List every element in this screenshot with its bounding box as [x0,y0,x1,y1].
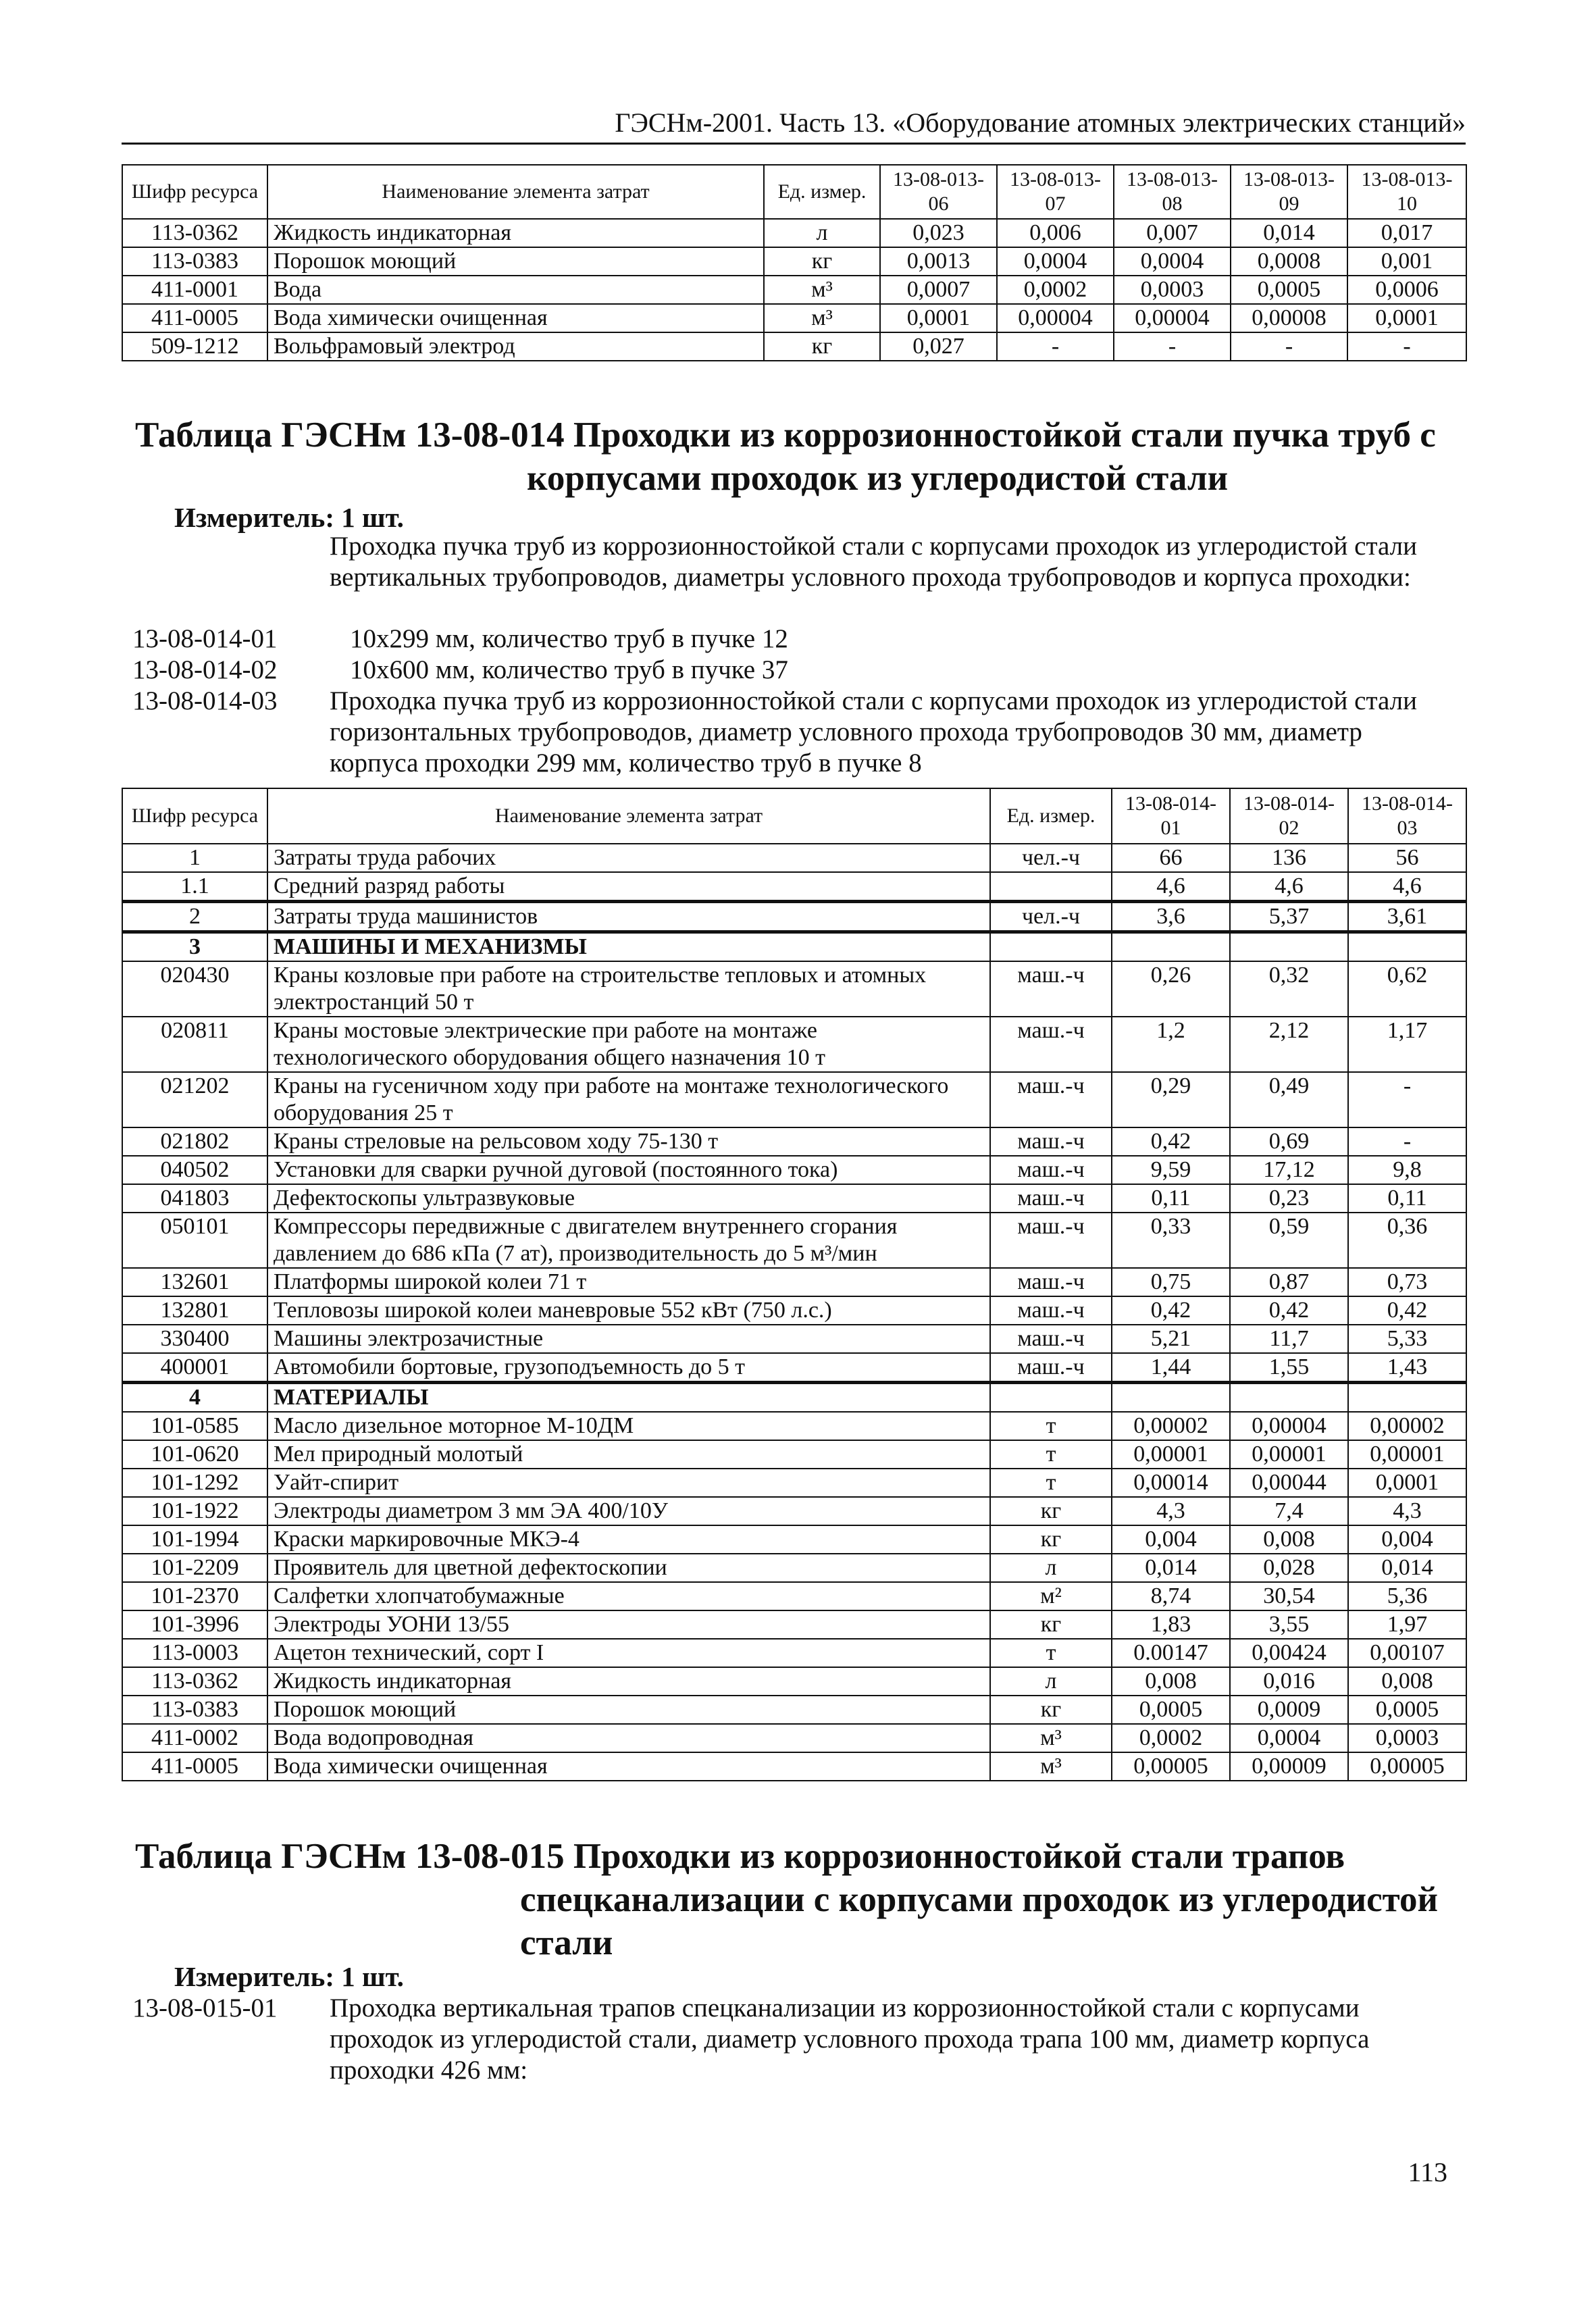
unit-cell: м² [990,1582,1112,1610]
unit-cell: т [990,1412,1112,1440]
table-row [122,1213,1466,1268]
resource-code-cell: 509-1212 [122,332,267,361]
norm-value-cell: 0,49 [1230,1072,1348,1127]
norm-value-cell: 0,00001 [1348,1440,1466,1469]
header-resource-code: Шифр ресурса [122,165,267,219]
cost-name-cell: Затраты труда машинистов [267,902,990,932]
header-unit: Ед. измер. [990,788,1112,844]
cost-name-cell: Установки для сварки ручной дуговой (постоянного тока) [267,1156,990,1184]
cost-name-cell: Краны на гусеничном ходу при работе на монтаже технологического оборудования 25 т [267,1072,990,1127]
cost-name-cell: Дефектоскопы ультразвуковые [267,1184,990,1213]
resource-code-cell: 020811 [122,1017,267,1072]
cost-name-cell: Мел природный молотый [267,1440,990,1469]
norm-value-cell: 0,00044 [1230,1469,1348,1497]
norm-value-cell: 0,008 [1230,1525,1348,1554]
unit-cell: кг [764,247,880,276]
norm-value-cell: 0,008 [1348,1667,1466,1696]
norm-value-cell: 8,74 [1112,1582,1230,1610]
norm-value-cell: 0,36 [1348,1213,1466,1268]
norm-value-cell: 0,0007 [880,276,997,304]
unit-cell: м³ [990,1752,1112,1781]
norm-value-cell: 0,00009 [1230,1752,1348,1781]
unit-cell [990,1383,1112,1413]
header-cost-name: Наименование элемента затрат [267,165,764,219]
unit-cell: м³ [764,276,880,304]
unit-cell: кг [990,1525,1112,1554]
norm-description: 10х299 мм, количество труб в пучке 12 [350,624,788,653]
norm-value-cell: - [1348,1072,1466,1127]
cost-name-cell: Краски маркировочные МКЭ-4 [267,1525,990,1554]
cost-name-cell: Машины электрозачистные [267,1325,990,1353]
norm-value-cell: 66 [1112,844,1230,872]
resource-code-cell: 101-2209 [122,1554,267,1582]
table-row [122,1412,1466,1440]
norm-value-cell: 9,59 [1112,1156,1230,1184]
table-row [122,1525,1466,1554]
cost-name-cell: Жидкость индикаторная [267,1667,990,1696]
norm-value-cell: 1,43 [1348,1353,1466,1383]
header-resource-code: Шифр ресурса [122,788,267,844]
norm-value-cell: 0,42 [1112,1127,1230,1156]
unit-cell: маш.-ч [990,1353,1112,1383]
norm-value-cell: 0.00147 [1112,1639,1230,1667]
norm-value-cell: 5,21 [1112,1325,1230,1353]
cost-name-cell: Вольфрамовый электрод [267,332,764,361]
norm-value-cell: 0,23 [1230,1184,1348,1213]
unit-cell: м³ [990,1724,1112,1752]
norm-value-cell: 0,001 [1347,247,1466,276]
resource-code-cell: 3 [122,932,267,962]
norm-value-cell: - [1231,332,1347,361]
norm-value-cell: 7,4 [1230,1497,1348,1525]
resource-code-cell: 330400 [122,1325,267,1353]
resource-code-cell: 101-3996 [122,1610,267,1639]
unit-cell: м³ [764,304,880,332]
table-row [122,872,1466,902]
norm-value-cell: 0,42 [1348,1296,1466,1325]
norm-value-cell: 0,004 [1112,1525,1230,1554]
norm-value-cell: - [1347,332,1466,361]
cost-name-cell: Средний разряд работы [267,872,990,902]
resource-code-cell: 411-0005 [122,304,267,332]
norm-value-cell: 0,004 [1348,1525,1466,1554]
resource-code-cell: 132601 [122,1268,267,1296]
norm-value-cell: 0,00005 [1112,1752,1230,1781]
norm-value-cell: 0,0003 [1348,1724,1466,1752]
norm-value-cell: 0,29 [1112,1072,1230,1127]
unit-cell: маш.-ч [990,1184,1112,1213]
norm-value-cell: 0,017 [1347,219,1466,247]
table-row [122,247,1466,276]
unit-cell: маш.-ч [990,1072,1112,1127]
table-row [122,332,1466,361]
norm-value-cell: 0,00014 [1112,1469,1230,1497]
unit-cell: маш.-ч [990,1268,1112,1296]
resource-code-cell: 113-0362 [122,1667,267,1696]
norm-value-cell: 0,014 [1348,1554,1466,1582]
norm-value-cell: 0,32 [1230,961,1348,1017]
table-row [122,1296,1466,1325]
norm-value-cell: 0,33 [1112,1213,1230,1268]
norm-value-cell: 0,00004 [1114,304,1231,332]
norm-value-cell [1112,1383,1230,1413]
cost-name-cell: Проявитель для цветной дефектоскопии [267,1554,990,1582]
unit-cell: маш.-ч [990,1156,1112,1184]
norm-value-cell: 0,62 [1348,961,1466,1017]
resource-code-cell: 021802 [122,1127,267,1156]
norm-value-cell [1112,932,1230,962]
table-title-014 [135,413,1459,500]
resource-code-cell: 101-1994 [122,1525,267,1554]
table-row [122,902,1466,932]
norm-value-cell: 0,014 [1231,219,1347,247]
table-row [122,1610,1466,1639]
cost-name-cell: Краны стреловые на рельсовом ходу 75-130 т [267,1127,990,1156]
unit-cell: л [990,1667,1112,1696]
norm-value-cell: 5,33 [1348,1325,1466,1353]
norm-value-cell: 0,42 [1230,1296,1348,1325]
norm-value-cell: 3,55 [1230,1610,1348,1639]
norm-value-cell: 11,7 [1230,1325,1348,1353]
norm-value-cell: 0,0002 [1112,1724,1230,1752]
norm-value-cell: 0,0005 [1112,1696,1230,1724]
resource-code-cell: 101-1292 [122,1469,267,1497]
norm-value-cell: 4,6 [1112,872,1230,902]
page-header: ГЭСНм-2001. Часть 13. «Оборудование атомных электрических станций» [122,107,1466,145]
norm-value-cell: - [1348,1127,1466,1156]
unit-cell: л [990,1554,1112,1582]
cost-name-cell: Вода водопроводная [267,1724,990,1752]
cost-name-cell: Вода химически очищенная [267,1752,990,1781]
norm-value-cell: 2,12 [1230,1017,1348,1072]
norm-value-cell: 0,00424 [1230,1639,1348,1667]
table-row [122,1184,1466,1213]
norm-value-cell: 136 [1230,844,1348,872]
table-row [122,1724,1466,1752]
norm-value-cell [1230,932,1348,962]
cost-name-cell: Порошок моющий [267,247,764,276]
norm-code: 13-08-015-01 [132,1993,278,2023]
norm-value-cell: 0,014 [1112,1554,1230,1582]
resource-code-cell: 101-0620 [122,1440,267,1469]
table-row [122,1325,1466,1353]
cost-name-cell: Ацетон технический, сорт I [267,1639,990,1667]
norm-value-cell: 17,12 [1230,1156,1348,1184]
header-cost-name: Наименование элемента затрат [267,788,990,844]
norm-value-cell: 0,0006 [1347,276,1466,304]
norm-value-cell: 4,6 [1230,872,1348,902]
table-title-line: стали [520,1923,613,1962]
norm-value-cell: 0,0005 [1231,276,1347,304]
cost-name-cell: Масло дизельное моторное М-10ДМ [267,1412,990,1440]
norm-value-cell: 0,0004 [1230,1724,1348,1752]
norm-value-cell: 0,00002 [1348,1412,1466,1440]
cost-name-cell: МАТЕРИАЛЫ [267,1383,990,1413]
cost-name-cell: Краны мостовые электрические при работе на монтаже технологического оборудования общего назначения 10 т [267,1017,990,1072]
norm-description: Проходка пучка труб из коррозионностойкой стали с корпусами проходок из углеродистой стали горизонтальных трубопроводов, диаметр условного прохода трубопроводов 30 мм, диаметр корпуса проходки 299 мм, количество труб в пучке 8 [330,686,1417,778]
table-row [122,1268,1466,1296]
unit-cell: маш.-ч [990,1127,1112,1156]
norm-value-cell: 0,00008 [1231,304,1347,332]
table-row [122,1696,1466,1724]
norm-value-cell: 56 [1348,844,1466,872]
table-row [122,1440,1466,1469]
page-number: 113 [1408,2157,1447,2187]
unit-cell: чел.-ч [990,902,1112,932]
norm-code: 13-08-014-01 [132,624,278,653]
resource-code-cell: 020430 [122,961,267,1017]
norm-value-cell: 1,97 [1348,1610,1466,1639]
header-norm: 13-08-013-10 [1347,165,1466,219]
norm-value-cell: 0,00005 [1348,1752,1466,1781]
norm-value-cell: - [997,332,1114,361]
norm-value-cell: 0,87 [1230,1268,1348,1296]
header-norm: 13-08-014-03 [1348,788,1466,844]
norm-value-cell: 0,0001 [1347,304,1466,332]
norm-value-cell: 0,0001 [880,304,997,332]
table-row [122,1497,1466,1525]
norm-value-cell: 1,2 [1112,1017,1230,1072]
cost-name-cell: Электроды УОНИ 13/55 [267,1610,990,1639]
table-row [122,1554,1466,1582]
norm-value-cell: - [1114,332,1231,361]
norm-value-cell: 0,016 [1230,1667,1348,1696]
unit-cell: т [990,1469,1112,1497]
cost-name-cell: Жидкость индикаторная [267,219,764,247]
norm-value-cell: 0,0002 [997,276,1114,304]
table-row [122,1017,1466,1072]
table-row [122,932,1466,962]
norm-value-cell: 0,00001 [1230,1440,1348,1469]
cost-name-cell: МАШИНЫ И МЕХАНИЗМЫ [267,932,990,962]
table-row [122,1667,1466,1696]
header-norm: 13-08-013-07 [997,165,1114,219]
cost-name-cell: Уайт-спирит [267,1469,990,1497]
header-norm: 13-08-014-01 [1112,788,1230,844]
table-row [122,304,1466,332]
header-norm: 13-08-014-02 [1230,788,1348,844]
cost-name-cell: Электроды диаметром 3 мм ЭА 400/10У [267,1497,990,1525]
cost-name-cell: Компрессоры передвижные с двигателем внутреннего сгорания давлением до 686 кПа (7 ат), производительность до 5 м³/мин [267,1213,990,1268]
unit-cell: маш.-ч [990,961,1112,1017]
table-row [122,844,1466,872]
resource-code-cell: 113-0383 [122,247,267,276]
norm-value-cell: 0,0004 [997,247,1114,276]
resource-code-cell: 113-0383 [122,1696,267,1724]
norm-value-cell: 0,0008 [1231,247,1347,276]
resources-table-014 [122,788,1467,1781]
norm-value-cell: 1,55 [1230,1353,1348,1383]
norm-value-cell: 0,00004 [1230,1412,1348,1440]
resource-code-cell: 4 [122,1383,267,1413]
norm-value-cell: 30,54 [1230,1582,1348,1610]
cost-name-cell: Автомобили бортовые, грузоподъемность до 5 т [267,1353,990,1383]
norm-value-cell: 4,3 [1112,1497,1230,1525]
resource-code-cell: 400001 [122,1353,267,1383]
norm-value-cell: 0,028 [1230,1554,1348,1582]
resource-code-cell: 101-0585 [122,1412,267,1440]
resource-code-cell: 411-0005 [122,1752,267,1781]
resource-code-cell: 411-0001 [122,276,267,304]
resource-code-cell: 1 [122,844,267,872]
table-row [122,1639,1466,1667]
table-title-line: Таблица ГЭСНм 13-08-014 Проходки из коррозионностойкой стали пучка труб с [135,415,1436,455]
table-row [122,1582,1466,1610]
resources-table-013 [122,164,1467,361]
meter-label: Измеритель: 1 шт. [174,1961,404,1992]
table-row [122,1353,1466,1383]
norm-value-cell: 0,69 [1230,1127,1348,1156]
norm-code: 13-08-014-02 [132,655,278,684]
unit-cell: кг [990,1497,1112,1525]
resource-code-cell: 132801 [122,1296,267,1325]
norm-value-cell: 0,007 [1114,219,1231,247]
norm-value-cell: 0,73 [1348,1268,1466,1296]
unit-cell: л [764,219,880,247]
norm-value-cell: 0,0009 [1230,1696,1348,1724]
table-row [122,1072,1466,1127]
cost-name-cell: Салфетки хлопчатобумажные [267,1582,990,1610]
norm-value-cell: 0,11 [1112,1184,1230,1213]
header-unit: Ед. измер. [764,165,880,219]
cost-name-cell: Вода [267,276,764,304]
norm-value-cell: 4,3 [1348,1497,1466,1525]
meter-label: Измеритель: 1 шт. [174,502,404,533]
resource-code-cell: 1.1 [122,872,267,902]
norm-value-cell: 0,027 [880,332,997,361]
header-norm: 13-08-013-06 [880,165,997,219]
norm-value-cell: 0,0013 [880,247,997,276]
cost-name-cell: Платформы широкой колеи 71 т [267,1268,990,1296]
norm-value-cell: 0,023 [880,219,997,247]
unit-cell: кг [990,1696,1112,1724]
norm-value-cell: 5,36 [1348,1582,1466,1610]
table-row [122,1127,1466,1156]
table-row [122,1752,1466,1781]
table-row [122,219,1466,247]
norm-value-cell [1348,932,1466,962]
norm-code: 13-08-014-03 [132,686,278,715]
table-title-line: корпусами проходок из углеродистой стали [527,459,1229,498]
norm-value-cell: 3,61 [1348,902,1466,932]
norm-value-cell: 0,00001 [1112,1440,1230,1469]
cost-name-cell: Тепловозы широкой колеи маневровые 552 кВт (750 л.с.) [267,1296,990,1325]
norm-value-cell: 9,8 [1348,1156,1466,1184]
norm-value-cell: 5,37 [1230,902,1348,932]
norm-value-cell: 0,42 [1112,1296,1230,1325]
norm-value-cell: 1,83 [1112,1610,1230,1639]
norm-value-cell: 0,0003 [1114,276,1231,304]
norm-value-cell: 0,59 [1230,1213,1348,1268]
unit-cell: маш.-ч [990,1213,1112,1268]
header-norm: 13-08-013-09 [1231,165,1347,219]
norm-value-cell: 1,44 [1112,1353,1230,1383]
resource-code-cell: 101-1922 [122,1497,267,1525]
table-row [122,1383,1466,1413]
unit-cell: кг [990,1610,1112,1639]
resource-code-cell: 101-2370 [122,1582,267,1610]
table-row [122,1156,1466,1184]
norm-value-cell: 0,11 [1348,1184,1466,1213]
unit-cell: т [990,1639,1112,1667]
norm-value-cell: 0,00002 [1112,1412,1230,1440]
norm-value-cell: 3,6 [1112,902,1230,932]
table-title-line: спецканализации с корпусами проходок из углеродистой [520,1880,1439,1919]
norm-value-cell: 1,17 [1348,1017,1466,1072]
norm-value-cell: 0,00004 [997,304,1114,332]
norm-value-cell: 0,26 [1112,961,1230,1017]
unit-cell: кг [764,332,880,361]
table-row [122,276,1466,304]
resource-code-cell: 113-0003 [122,1639,267,1667]
norm-value-cell: 4,6 [1348,872,1466,902]
resource-code-cell: 2 [122,902,267,932]
header-norm: 13-08-013-08 [1114,165,1231,219]
cost-name-cell: Краны козловые при работе на строительстве тепловых и атомных электростанций 50 т [267,961,990,1017]
cost-name-cell: Порошок моющий [267,1696,990,1724]
resource-code-cell: 113-0362 [122,219,267,247]
unit-cell: чел.-ч [990,844,1112,872]
table-row [122,1469,1466,1497]
resource-code-cell: 021202 [122,1072,267,1127]
norm-value-cell: 0,75 [1112,1268,1230,1296]
table-title-line: Таблица ГЭСНм 13-08-015 Проходки из коррозионностойкой стали трапов [135,1837,1345,1876]
resource-code-cell: 411-0002 [122,1724,267,1752]
table-title-015 [135,1835,1459,1964]
unit-cell [990,872,1112,902]
table-row [122,961,1466,1017]
unit-cell: маш.-ч [990,1325,1112,1353]
norm-value-cell: 0,0001 [1348,1469,1466,1497]
norm-value-cell: 0,006 [997,219,1114,247]
norm-value-cell: 0,0004 [1114,247,1231,276]
resource-code-cell: 041803 [122,1184,267,1213]
norm-description: Проходка вертикальная трапов спецканализации из коррозионностойкой стали с корпусами проходок из углеродистой стали, диаметр условного прохода трапа 100 мм, диаметр корпуса проходки 426 мм: [330,1993,1370,2085]
unit-cell: маш.-ч [990,1296,1112,1325]
norm-description: 10х600 мм, количество труб в пучке 37 [350,655,788,684]
resource-code-cell: 050101 [122,1213,267,1268]
norm-value-cell [1230,1383,1348,1413]
norm-value-cell: 0,00107 [1348,1639,1466,1667]
norm-value-cell: 0,008 [1112,1667,1230,1696]
cost-name-cell: Затраты труда рабочих [267,844,990,872]
unit-cell: маш.-ч [990,1017,1112,1072]
resource-code-cell: 040502 [122,1156,267,1184]
work-description: Проходка пучка труб из коррозионностойкой стали с корпусами проходок из углеродистой стали вертикальных трубопроводов, диаметры условного прохода трубопроводов и корпуса проходки: [330,532,1417,592]
cost-name-cell: Вода химически очищенная [267,304,764,332]
norm-value-cell [1348,1383,1466,1413]
norm-value-cell: 0,0005 [1348,1696,1466,1724]
unit-cell: т [990,1440,1112,1469]
unit-cell [990,932,1112,962]
